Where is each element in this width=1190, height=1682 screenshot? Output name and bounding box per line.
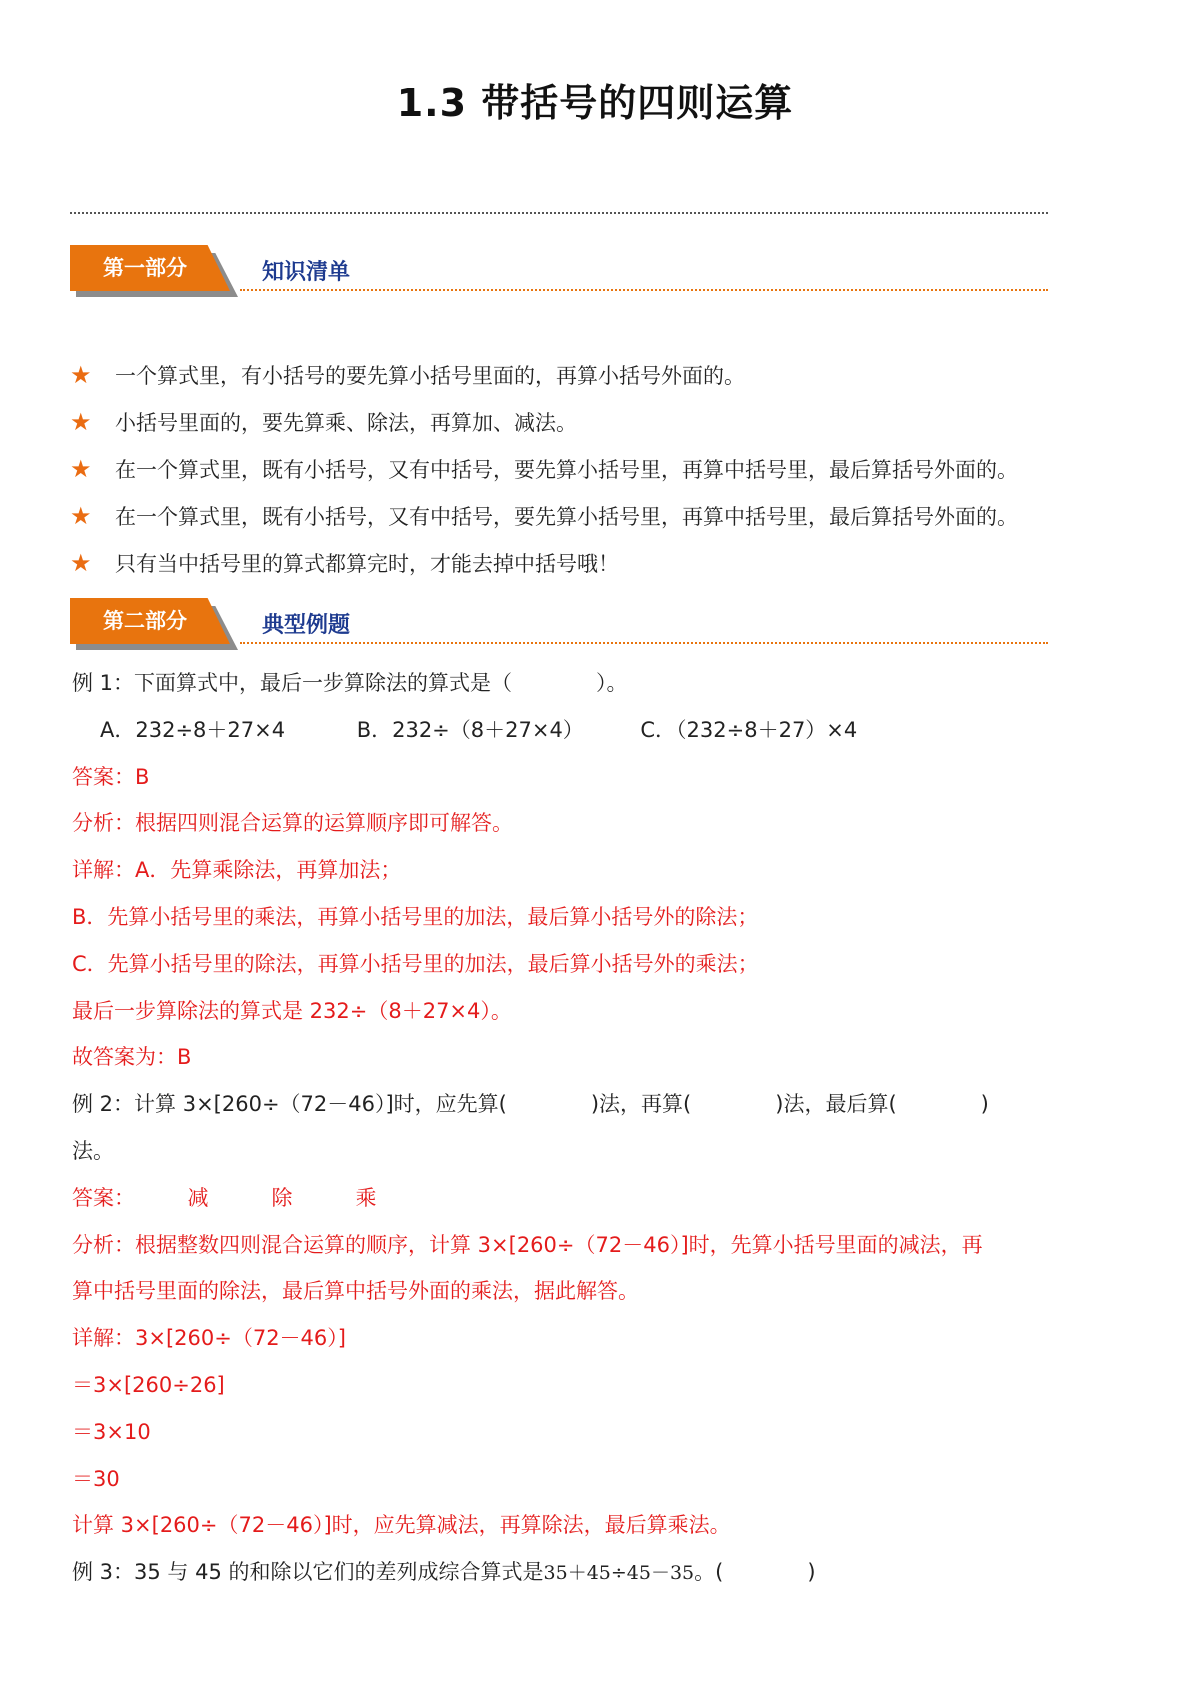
option-b: B．232÷（8＋27×4）	[356, 717, 584, 742]
list-item-text: 只有当中括号里的算式都算完时，才能去掉中括号哦！	[115, 552, 619, 576]
example1-conclusion: 故答案为：B	[72, 1045, 192, 1070]
list-item-text: 一个算式里，有小括号的要先算小括号里面的，再算小括号外面的。	[115, 364, 745, 388]
example1-detail: 最后一步算除法的算式是 232÷（8＋27×4）。	[72, 998, 512, 1023]
example3-question	[72, 1557, 1142, 1604]
star-icon: ★	[70, 408, 92, 436]
example2-answer: 答案： 减 除 乘	[72, 1185, 377, 1210]
example2-step: ＝3×[260÷26]	[72, 1372, 225, 1397]
example3-formula: 35＋45÷45－35	[543, 1562, 695, 1585]
list-item	[70, 407, 1130, 454]
list-item	[70, 360, 1130, 407]
section-title: 知识清单	[262, 260, 351, 285]
section-tab-label: 第二部分	[103, 609, 187, 633]
example3-question-suffix: 。( )	[694, 1560, 816, 1585]
title-divider	[70, 212, 1048, 214]
section-title: 典型例题	[262, 613, 351, 638]
knowledge-list	[70, 360, 1130, 595]
list-item	[70, 501, 1130, 548]
example1-detail: 详解：A．先算乘除法，再算加法；	[72, 858, 402, 883]
example2-question: 例 2：计算 3×[260÷（72－46）]时，应先算( )法，再算( )法，最后算( )	[72, 1092, 989, 1117]
example2-question-tail: 法。	[72, 1138, 114, 1163]
example2-step: ＝3×10	[72, 1419, 151, 1444]
example1-detail: B．先算小括号里的乘法，再算小括号里的加法，最后算小括号外的除法；	[72, 904, 759, 929]
example1-detail: C．先算小括号里的除法，再算小括号里的加法，最后算小括号外的乘法；	[72, 951, 759, 976]
example2-step: ＝30	[72, 1466, 120, 1491]
page-title: 1.3 带括号的四则运算	[396, 81, 794, 125]
option-a: A．232÷8＋27×4	[100, 717, 286, 742]
option-c: C．（232÷8＋27）×4	[640, 717, 858, 742]
example1-analysis: 分析：根据四则混合运算的运算顺序即可解答。	[72, 811, 513, 836]
star-icon: ★	[70, 455, 92, 483]
star-icon: ★	[70, 549, 92, 577]
section-header-examples	[70, 598, 1048, 654]
examples-content	[72, 668, 1142, 1604]
list-item	[70, 548, 1130, 595]
example2-analysis: 算中括号里面的除法，最后算中括号外面的乘法，据此解答。	[72, 1279, 639, 1304]
section-tab-label: 第一部分	[103, 256, 187, 280]
section-divider	[240, 642, 1048, 644]
example1-options	[72, 715, 1142, 762]
list-item-text: 在一个算式里，既有小括号，又有中括号，要先算小括号里，再算中括号里，最后算括号外面的。	[115, 458, 1018, 482]
list-item	[70, 454, 1130, 501]
example2-conclusion: 计算 3×[260÷（72－46）]时，应先算减法，再算除法，最后算乘法。	[72, 1513, 731, 1538]
example2-step: 详解：3×[260÷（72－46）]	[72, 1326, 346, 1351]
example1-answer: 答案：B	[72, 764, 150, 789]
list-item-text: 小括号里面的，要先算乘、除法，再算加、减法。	[115, 411, 577, 435]
section-divider	[240, 289, 1048, 291]
star-icon: ★	[70, 361, 92, 389]
star-icon: ★	[70, 502, 92, 530]
example3-question-prefix: 例 3：35 与 45 的和除以它们的差列成综合算式是	[72, 1560, 544, 1585]
example2-analysis: 分析：根据整数四则混合运算的顺序，计算 3×[260÷（72－46）]时，先算小括号里面的减法，再	[72, 1232, 983, 1257]
example1-question: 例 1：下面算式中，最后一步算除法的算式是（ ）。	[72, 671, 628, 695]
section-header-knowledge	[70, 245, 1048, 301]
list-item-text: 在一个算式里，既有小括号，又有中括号，要先算小括号里，再算中括号里，最后算括号外面的。	[115, 505, 1018, 529]
